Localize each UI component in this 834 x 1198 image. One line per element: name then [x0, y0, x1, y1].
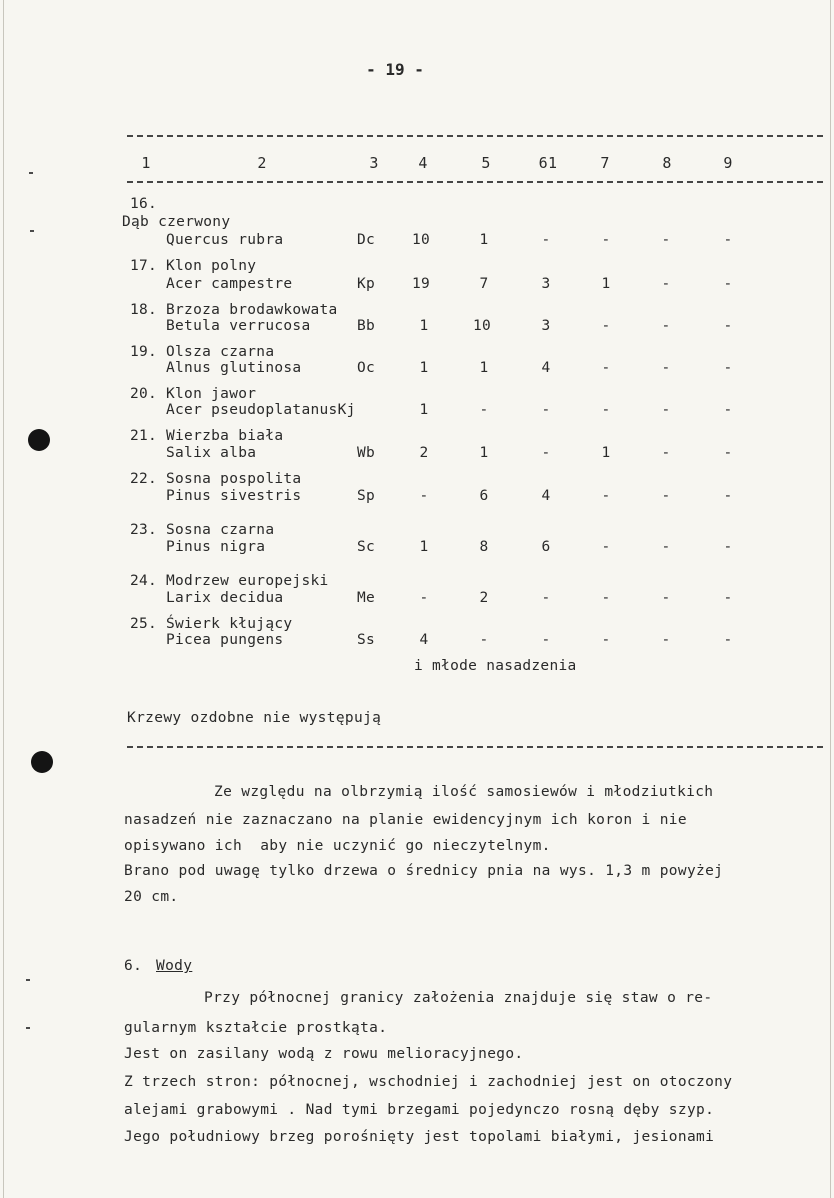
paragraph-line: Jego południowy brzeg porośnięty jest topolami białymi, jesionami	[124, 1129, 715, 1145]
page-number: - 19 -	[366, 60, 424, 79]
punch-hole-bottom	[31, 751, 53, 773]
row-number: 16.	[130, 196, 158, 212]
species-code: Dc	[357, 232, 376, 248]
cell-col6: -	[541, 590, 551, 606]
cell-col8: -	[661, 632, 671, 648]
cell-col4: 1	[419, 539, 429, 555]
species-latin-name: Larix decidua	[166, 590, 284, 606]
cell-col7: -	[601, 318, 611, 334]
row-number: 22.	[130, 471, 158, 487]
cell-col6: 3	[541, 276, 551, 292]
cell-col4: 4	[419, 632, 429, 648]
paragraph-line: 20 cm.	[124, 889, 179, 905]
species-latin-name: Alnus glutinosa	[166, 360, 302, 376]
paragraph-line: Jest on zasilany wodą z rowu melioracyjnego.	[124, 1046, 524, 1062]
cell-col9: -	[723, 632, 733, 648]
cell-col7: 1	[601, 445, 611, 461]
cell-col6: 4	[541, 488, 551, 504]
row-number: 21.	[130, 428, 158, 444]
cell-col7: -	[601, 539, 611, 555]
cell-col5: 7	[479, 276, 489, 292]
cell-col4: -	[419, 488, 429, 504]
species-code: Ss	[357, 632, 376, 648]
column-header-2: 2	[257, 154, 267, 172]
cell-col9: -	[723, 488, 733, 504]
species-code: Sc	[357, 539, 376, 555]
cell-col7: -	[601, 402, 611, 418]
cell-col8: -	[661, 488, 671, 504]
cell-col7: -	[601, 232, 611, 248]
species-latin-name: Pinus sivestris	[166, 488, 302, 504]
species-polish-name: Klon jawor	[166, 386, 257, 402]
cell-col9: -	[723, 402, 733, 418]
paragraph-line: Przy północnej granicy założenia znajduje się staw o re-	[204, 990, 713, 1006]
paragraph-line: opisywano ich aby nie uczynić go nieczytelnym.	[124, 838, 551, 854]
cell-col6: 6	[541, 539, 551, 555]
cell-col9: -	[723, 445, 733, 461]
cell-col4: 1	[419, 402, 429, 418]
cell-col8: -	[661, 539, 671, 555]
cell-col9: -	[723, 232, 733, 248]
cell-col4: 19	[411, 276, 431, 292]
paragraph-line: Ze względu na olbrzymią ilość samosiewów i młodziutkich	[214, 784, 714, 800]
row-number: 17.	[130, 258, 158, 274]
row-number: 25.	[130, 616, 158, 632]
cell-col8: -	[661, 232, 671, 248]
cell-col5: 1	[479, 232, 489, 248]
cell-col6: -	[541, 445, 551, 461]
species-latin-name: Acer pseudoplatanusKj	[166, 402, 356, 418]
cell-col8: -	[661, 360, 671, 376]
species-latin-name: Acer campestre	[166, 276, 293, 292]
cell-col8: -	[661, 276, 671, 292]
table-top-rule	[127, 135, 823, 137]
species-polish-name: Dąb czerwony	[122, 214, 231, 230]
row-number: 20.	[130, 386, 158, 402]
species-code: Sp	[357, 488, 376, 504]
cell-col5: 2	[479, 590, 489, 606]
cell-col8: -	[661, 402, 671, 418]
cell-col6: 4	[541, 360, 551, 376]
column-header-5: 5	[481, 154, 491, 172]
shrubs-note: Krzewy ozdobne nie występują	[127, 710, 382, 726]
cell-col5: 10	[472, 318, 492, 334]
cell-col7: 1	[601, 276, 611, 292]
paragraph-line: nasadzeń nie zaznaczano na planie ewidencyjnym ich koron i nie	[124, 812, 687, 828]
species-polish-name: Świerk kłujący	[166, 616, 293, 632]
paragraph-line: gularnym kształcie prostkąta.	[124, 1020, 388, 1036]
section-title: Wody	[156, 958, 193, 974]
cell-col7: -	[601, 360, 611, 376]
table-header-rule	[127, 181, 823, 183]
cell-col9: -	[723, 318, 733, 334]
row-number: 23.	[130, 522, 158, 538]
row-number: 24.	[130, 573, 158, 589]
species-code: Wb	[357, 445, 376, 461]
column-header-9: 9	[723, 154, 733, 172]
column-header-6: 61	[538, 154, 558, 172]
species-code: Oc	[357, 360, 376, 376]
column-header-7: 7	[600, 154, 610, 172]
cell-col4: 1	[419, 318, 429, 334]
cell-col8: -	[661, 445, 671, 461]
cell-col9: -	[723, 360, 733, 376]
species-polish-name: Modrzew europejski	[166, 573, 329, 589]
margin-mark	[26, 1027, 30, 1029]
cell-col9: -	[723, 590, 733, 606]
species-latin-name: Betula verrucosa	[166, 318, 311, 334]
species-polish-name: Brzoza brodawkowata	[166, 302, 338, 318]
cell-col8: -	[661, 590, 671, 606]
cell-col7: -	[601, 632, 611, 648]
cell-col4: 10	[411, 232, 431, 248]
cell-col5: 1	[479, 445, 489, 461]
cell-col4: 1	[419, 360, 429, 376]
column-header-1: 1	[141, 154, 151, 172]
section-separator-rule	[127, 746, 823, 748]
paragraph-line: Z trzech stron: północnej, wschodniej i zachodniej jest on otoczony	[124, 1074, 733, 1090]
page-edge-left	[3, 0, 4, 1198]
row-number: 18.	[130, 302, 158, 318]
species-polish-name: Sosna pospolita	[166, 471, 302, 487]
cell-col5: 6	[479, 488, 489, 504]
species-latin-name: Quercus rubra	[166, 232, 284, 248]
cell-col6: -	[541, 632, 551, 648]
cell-col8: -	[661, 318, 671, 334]
section-number: 6.	[124, 958, 143, 974]
species-polish-name: Wierzba biała	[166, 428, 284, 444]
species-polish-name: Klon polny	[166, 258, 257, 274]
column-header-8: 8	[662, 154, 672, 172]
row-number: 19.	[130, 344, 158, 360]
species-polish-name: Sosna czarna	[166, 522, 275, 538]
column-header-3: 3	[369, 154, 379, 172]
cell-col5: -	[479, 402, 489, 418]
page-edge-right	[830, 0, 831, 1198]
species-latin-name: Picea pungens	[166, 632, 284, 648]
cell-col5: -	[479, 632, 489, 648]
column-header-4: 4	[418, 154, 428, 172]
cell-col6: 3	[541, 318, 551, 334]
paragraph-line: alejami grabowymi . Nad tymi brzegami pojedynczo rosną dęby szyp.	[124, 1102, 715, 1118]
cell-col9: -	[723, 276, 733, 292]
cell-col5: 8	[479, 539, 489, 555]
cell-col4: -	[419, 590, 429, 606]
species-latin-name: Pinus nigra	[166, 539, 266, 555]
margin-mark	[26, 979, 30, 981]
species-polish-name: Olsza czarna	[166, 344, 275, 360]
species-code: Kp	[357, 276, 376, 292]
cell-col4: 2	[419, 445, 429, 461]
species-code: Me	[357, 590, 376, 606]
cell-col5: 1	[479, 360, 489, 376]
species-code: Bb	[357, 318, 376, 334]
table-footnote: i młode nasadzenia	[414, 658, 577, 674]
cell-col6: -	[541, 232, 551, 248]
species-latin-name: Salix alba	[166, 445, 257, 461]
margin-mark	[29, 172, 33, 174]
cell-col7: -	[601, 590, 611, 606]
cell-col6: -	[541, 402, 551, 418]
punch-hole-top	[28, 429, 50, 451]
cell-col9: -	[723, 539, 733, 555]
margin-mark	[30, 230, 34, 232]
cell-col7: -	[601, 488, 611, 504]
paragraph-line: Brano pod uwagę tylko drzewa o średnicy pnia na wys. 1,3 m powyżej	[124, 863, 724, 879]
